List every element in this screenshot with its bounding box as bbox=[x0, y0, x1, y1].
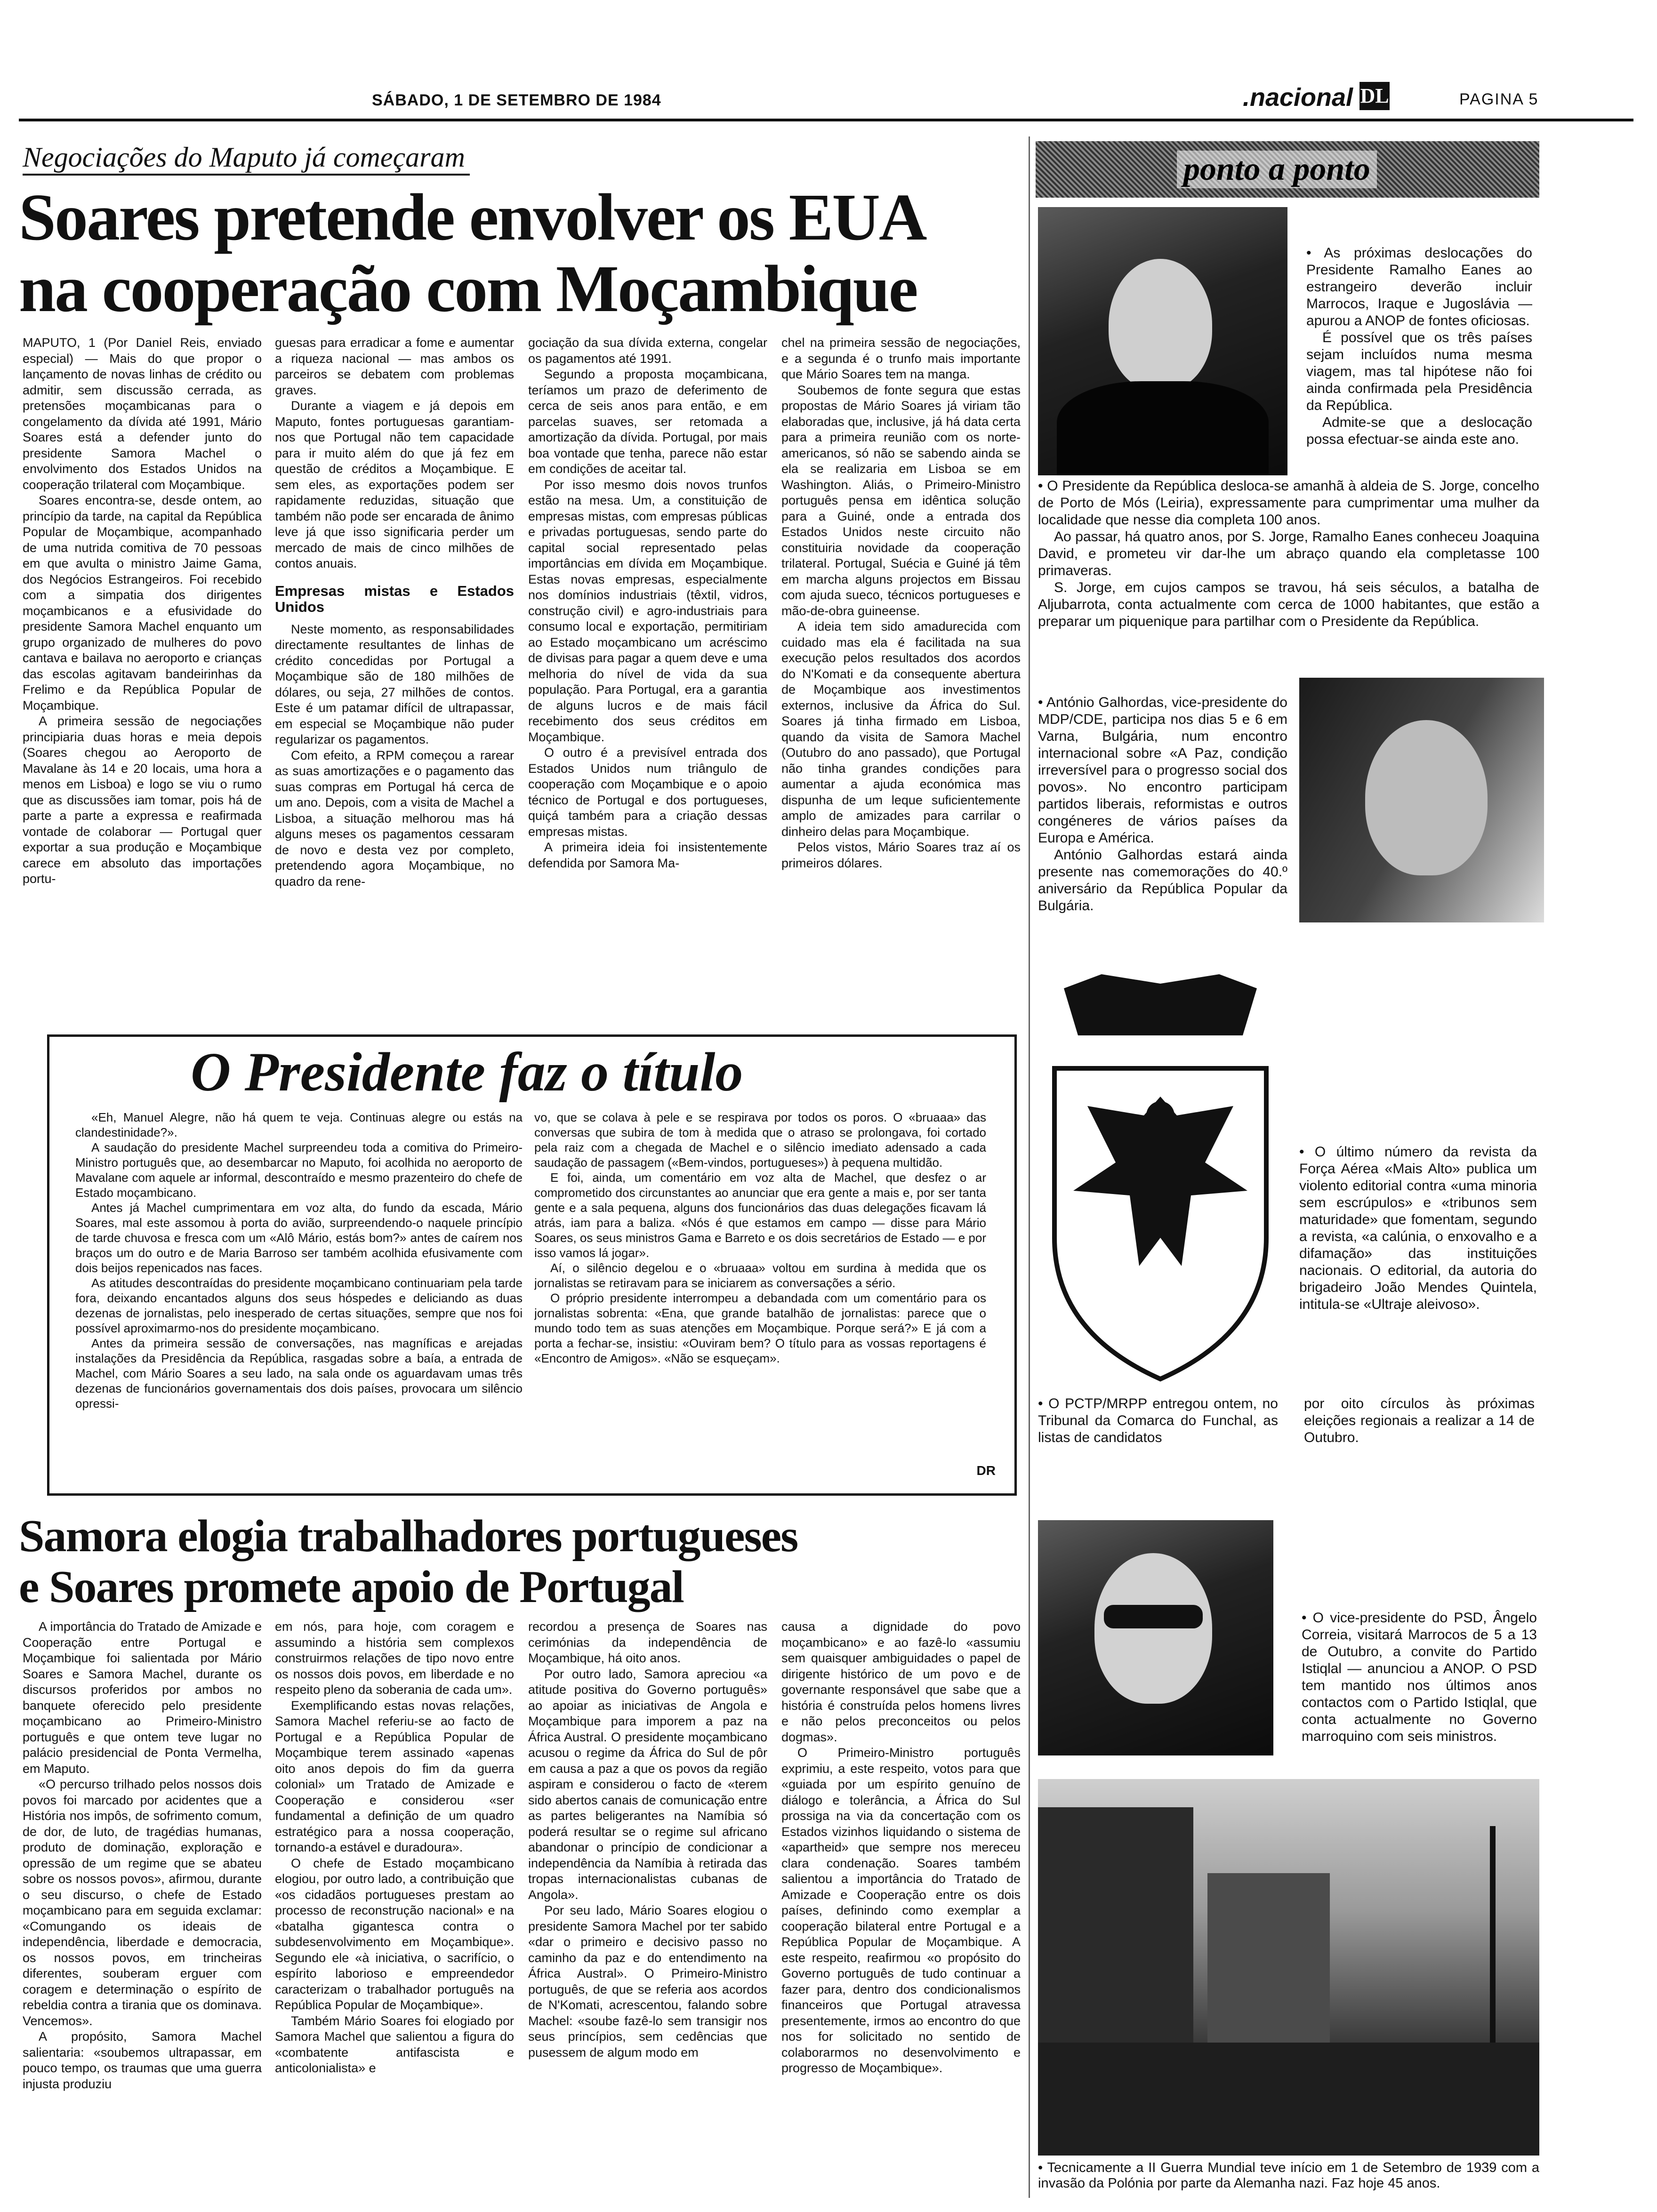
photo-war-ruins bbox=[1038, 1779, 1539, 2156]
eagle-emblem-icon bbox=[1036, 974, 1285, 1384]
paragraph: guesas para erradicar a fome e aumentar a riqueza nacional — mas ambos os parceiros se debatem com problemas graves. bbox=[275, 336, 514, 397]
paragraph: • As próximas deslocações do Presidente Ramalho Eanes ao estrangeiro deverão incluir Marrocos, Iraque e Jugoslávia — apurou a ANOP de fontes oficiosas. bbox=[1306, 245, 1532, 329]
box-column-1 bbox=[75, 1110, 523, 1486]
paragraph: Por isso mesmo dois novos trunfos estão na mesa. Um, a constituição de empresas mistas, com empresas públicas e privadas portuguesas, sendo parte do capital social representado pelas importâncias em dívida em Moçambique. Estas novas empresas, especialmente nos domínios industriais (têxtil, vidros, construção civil) e agro-industriais para consumo local e exportação, permitiriam ao Estado moçambicano um acréscimo de divisas para pagar a quem deve e uma melhoria do nível de vida da sua população. Para Portugal, era a garantia de alguns lucros e de mais fácil recebimento dos seus créditos em Moçambique. bbox=[528, 477, 767, 744]
header-rule bbox=[19, 119, 1633, 121]
box-title: O Presidente faz o título bbox=[191, 1041, 743, 1103]
paragraph: • O Presidente da República desloca-se amanhã à aldeia de S. Jorge, concelho de Porto de Mós (Leiria), expressamente para cumprimentar uma mulher da localidade que nesse dia completa 100 anos. bbox=[1038, 478, 1539, 528]
paragraph: A saudação do presidente Machel surpreendeu toda a comitiva do Primeiro-Ministro português que, ao desembarcar no Maputo, foi acolhida no aeroporto de Mavalane com aquele ar informal, descontraído e mesmo prazenteiro do chefe de Estado moçambicano. bbox=[75, 1140, 523, 1200]
page-number: PAGINA 5 bbox=[1459, 90, 1539, 108]
kicker: Negociações do Maputo já começaram bbox=[23, 141, 470, 176]
street-lamp bbox=[1490, 1826, 1496, 2071]
sidebar-box bbox=[47, 1034, 1017, 1496]
sidebar-item-1 bbox=[1306, 245, 1532, 471]
paragraph: Exemplificando estas novas relações, Samora Machel referiu-se ao facto de Portugal e a República Popular de Moçambique terem assinado «apenas oito anos depois do fim da guerra colonial» um Tratado de Amizade e Cooperação e considerou «ser fundamental a definição de um quadro estratégico para a nossa cooperação, tornando-a estável e duradoura». bbox=[275, 1698, 514, 1854]
newspaper-logo-icon: DL bbox=[1359, 82, 1390, 110]
paragraph: O outro é a previsível entrada dos Estados Unidos num triângulo de cooperação com Moçambique e o apoio técnico de Portugal e dos portugueses, quiçá também para a criação dessas empresas mistas. bbox=[528, 745, 767, 839]
paragraph: Antes já Machel cumprimentara em voz alta, do fundo da escada, Mário Soares, mal este assomou à porta do avião, surpreendendo-o naquele princípio de tarde chuvosa e fresca com um «Alô Mário, estás bom?» antes de caírem nos braços um do outro e de Maria Barroso ser também acolhida efusivamente com dois beijos repenicados nas faces. bbox=[75, 1201, 523, 1275]
paragraph: • O PCTP/MRPP entregou ontem, no Tribunal da Comarca do Funchal, as listas de candidatos bbox=[1038, 1396, 1278, 1445]
headline-2 bbox=[19, 1511, 1040, 1612]
portrait-face bbox=[1109, 259, 1212, 391]
paragraph: Também Mário Soares foi elogiado por Samora Machel que salientou a figura do «combatente antifascista e anticolonialista» e bbox=[275, 2013, 514, 2075]
paragraph: Admite-se que a deslocação possa efectuar-se ainda este ano. bbox=[1306, 415, 1532, 447]
article2-column-1 bbox=[23, 1619, 262, 2203]
photo-eanes bbox=[1038, 207, 1287, 475]
sidebar-item-5-right bbox=[1304, 1395, 1535, 1499]
paragraph: • Tecnicamente a II Guerra Mundial teve início em 1 de Setembro de 1939 com a invasão da Polónia por parte da Alemanha nazi. Faz hoje 45 anos. bbox=[1038, 2160, 1539, 2191]
paragraph: As atitudes descontraídas do presidente moçambicano continuariam pela tarde fora, deixando encantados alguns dos seus hóspedes e deliciando as duas dezenas de jornalistas, pelo inesperado de certas situações, sempre que nos foi possível aproximarmo-nos do presidente moçambicano. bbox=[75, 1276, 523, 1335]
paragraph: E foi, ainda, um comentário em voz alta de Machel, que desfez o ar comprometido dos circunstantes ao anunciar que era gente a mais e, por ser tanta gente e a sala pequena, alguns dos funcionários das duas delegações ficavam lá atrás, iam para a baliza. «Nós é que estamos em campo — disse para Mário Soares, os seus ministros Gama e Barreto e os dois secretários de Estado — e por isso vamos lá jogar». bbox=[534, 1170, 986, 1260]
paragraph: gociação da sua dívida externa, congelar os pagamentos até 1991. bbox=[528, 336, 767, 366]
paragraph: Pelos vistos, Mário Soares traz aí os primeiros dólares. bbox=[781, 840, 1021, 870]
paragraph: em nós, para hoje, com coragem e assumindo a história sem complexos construirmos relações de tipo novo entre os nossos dois povos, em liberdade e no respeito pleno da soberania de cada um». bbox=[275, 1619, 514, 1697]
photo-angelo-correia bbox=[1038, 1520, 1273, 1755]
article1-column-1 bbox=[23, 335, 262, 1027]
box-column-2 bbox=[534, 1110, 986, 1467]
paragraph: MAPUTO, 1 (Por Daniel Reis, enviado especial) — Mais do que propor o lançamento de novas linhas de crédito ou admitir, sem discussão cerrada, as pretensões moçambicanas para o congelamento da dívida até 1991, Mário Soares está a defender junto do presidente Samora Machel o envolvimento dos Estados Unidos na cooperação trilateral com Moçambique. bbox=[23, 336, 262, 492]
paragraph: Soubemos de fonte segura que estas propostas de Mário Soares já viriam tão elaboradas que, inclusive, já há data certa para a primeira reunião com os norte-americanos, só não se sabendo ainda se ela se realizaria em Lisboa se em Washington. Aliás, o Primeiro-Ministro português pensa em idêntica solução para a Guiné, onde a entrada dos Estados Unidos neste circuito não constituiria novidade da cooperação trilateral. Portugal, Suécia e Guiné já têm em marcha alguns projectos em Bissau com ajuda sueco, técnicos portugueses e mão-de-obra guineense. bbox=[781, 383, 1021, 618]
paragraph: • António Galhordas, vice-presidente do MDP/CDE, participa nos dias 5 e 6 em Varna, Bulgária, num encontro internacional sobre «A Paz, condição irreversível para o progresso social dos povos». No encontro participam partidos liberais, reformistas e outros congéneres de vários países da Europa e América. bbox=[1038, 695, 1287, 846]
paragraph: Ao passar, há quatro anos, por S. Jorge, Ramalho Eanes conheceu Joaquina David, e prometeu vir dar-lhe um abraço quando ela completasse 100 primaveras. bbox=[1038, 529, 1539, 578]
headline-2-line-1: Samora elogia trabalhadores portugueses bbox=[19, 1511, 798, 1562]
article2-column-4 bbox=[781, 1619, 1021, 2203]
paragraph: O chefe de Estado moçambicano elogiou, por outro lado, a contribuição que «os cidadãos portugueses prestam ao processo de reconstrução nacional» e na «batalha gigantesca contra o subdesenvolvimento em Moçambique». Segundo ele «à iniciativa, o sacrifício, o espírito laborioso e empreendedor caracterizam o trabalhador português na República Popular de Moçambique». bbox=[275, 1856, 514, 2012]
headline-1 bbox=[19, 181, 1040, 324]
article1-column-2 bbox=[275, 335, 514, 1027]
article2-column-3 bbox=[528, 1619, 767, 2203]
paragraph: chel na primeira sessão de negociações, e a segunda é o trunfo mais importante que Mário Soares tem na manga. bbox=[781, 336, 1021, 381]
photo-galhordas bbox=[1299, 678, 1544, 922]
portrait-face bbox=[1365, 720, 1488, 875]
article1-column-3 bbox=[528, 335, 767, 1027]
photo-credit: DR bbox=[976, 1463, 996, 1478]
paragraph: A ideia tem sido amadurecida com cuidado mas ela é facilitada na sua execução pelos resultados dos acordos do N'Komati e da consequente abertura de Moçambique aos investimentos externos, inclusive da África do Sul. Soares já tinha firmado em Lisboa, quando da visita de Samora Machel (Outubro do ano passado), que Portugal não tinha grandes condições para aumentar a ajuda económica mas dispunha de um leque suficientemente amplo de amizades para carrilar o dinheiro delas para Moçambique. bbox=[781, 619, 1021, 839]
paragraph: O Primeiro-Ministro português exprimiu, a este respeito, votos para que «guiada por um espírito genuíno de diálogo e tolerância, a África do Sul prossiga na via da concertação com os Estados vizinhos liquidando o sistema de «apartheid» que sempre nos mereceu clara condenação. Soares também salientou a importância do Tratado de Amizade e Cooperação entre os dois países, definindo como exemplar a cooperação bilateral entre Portugal e a República Popular de Moçambique. A este respeito, reafirmou «o propósito do Governo português de tudo continuar a fazer para, dentro dos condicionalismos financeiros que Portugal atravessa presentemente, irmos ao encontro do que nos for solicitado no sentido de colaborarmos no desenvolvimento e progresso de Moçambique». bbox=[781, 1746, 1021, 2075]
paragraph: António Galhordas estará ainda presente nas comemorações do 40.º aniversário da República Popular da Bulgária. bbox=[1038, 847, 1287, 914]
paragraph: Com efeito, a RPM começou a rarear as suas amortizações e o pagamento das suas compras em Portugal há cerca de um ano. Depois, com a visita de Machel a Lisboa, a situação melhorou mas há alguns meses os pagamentos cessaram de novo e desta vez por completo, pretendendo agora Moçambique, no quadro da rene- bbox=[275, 748, 514, 889]
paragraph: A primeira ideia foi insistentemente defendida por Samora Ma- bbox=[528, 840, 767, 870]
paragraph: A primeira sessão de negociações principiaria duas horas e meia depois (Soares chegou ao Aeroporto de Mavalane às 14 e 20 locais, uma hora a menos em Lisboa) e logo se viu o rumo que as discussões iam tomar, pois há de parte a parte a expressa e reafirmada vontade de colaborar — Portugal quer exportar a sua produção e Moçambique carece em absoluto das importações portu- bbox=[23, 714, 262, 886]
headline-2-line-2: e Soares promete apoio de Portugal bbox=[19, 1562, 684, 1612]
headline-1-line-2: na cooperação com Moçambique bbox=[19, 251, 917, 326]
ruined-building bbox=[1038, 1807, 1193, 2071]
sidebar-item-4 bbox=[1299, 1144, 1537, 1388]
paragraph: • O último número da revista da Força Aérea «Mais Alto» publica um violento editorial contra «uma minoria sem escrúpulos» e «tribunos sem maturidade» que fomentam, segundo a revista, «a calúnia, o enxovalho e a difamação» das instituições nacionais. O editorial, da autoria do brigadeiro João Mendes Quintela, intitula-se «Ultraje aleivoso». bbox=[1299, 1144, 1537, 1312]
paragraph: • O vice-presidente do PSD, Ângelo Correia, visitará Marrocos de 5 a 13 de Outubro, a convite do Partido Istiqlal — anunciou a ANOP. O PSD tem mantido nos últimos anos contactos com o Partido Istiqlal, que conta actualmente no Governo marroquino com seis ministros. bbox=[1302, 1610, 1537, 1744]
portrait-glasses bbox=[1104, 1605, 1203, 1628]
article1-column-4 bbox=[781, 335, 1021, 1027]
paragraph: Por seu lado, Mário Soares elogiou o presidente Samora Machel por ter sabido «dar o primeiro e decisivo passo no caminho da paz e do entendimento na África Austral». O Primeiro-Ministro português, de que se referia aos acordos de N'Komati, acrescentou, falando sobre Machel: «soube fazê-lo sem transigir nos seus princípios, sem cedências que pusessem de algum modo em bbox=[528, 1903, 767, 2060]
paragraph: «Eh, Manuel Alegre, não há quem te veja. Continuas alegre ou estás na clandestinidade?». bbox=[75, 1110, 523, 1139]
paragraph: A importância do Tratado de Amizade e Cooperação entre Portugal e Moçambique foi salientada por Mário Soares e Samora Machel, durante os discursos proferidos por ambos no banquete oferecido pelo presidente moçambicano ao Primeiro-Ministro português e que ontem teve lugar no palácio presidencial de Ponta Vermelha, em Maputo. bbox=[23, 1619, 262, 1776]
issue-date: SÁBADO, 1 DE SETEMBRO DE 1984 bbox=[372, 91, 661, 109]
paragraph: É possível que os três países sejam incluídos numa mesma viagem, mas tal hipótese não foi ainda confirmada pela Presidência da República. bbox=[1306, 330, 1532, 413]
page-header bbox=[0, 80, 1657, 118]
sidebar-item-3 bbox=[1038, 694, 1287, 948]
paragraph: Durante a viagem e já depois em Maputo, fontes portuguesas garantiam-nos que Portugal não tem capacidade para ir muito além do que já fez em questão de créditos a Moçambique. E sem eles, as exportações podem ser rapidamente reduzidas, situação que também não pode ser encarada de ânimo leve já que isso significaria perder um mercado de mais de cinco milhões de contos anuais. bbox=[275, 399, 514, 570]
banner-label: ponto a ponto bbox=[1177, 151, 1377, 188]
sidebar-item-6 bbox=[1302, 1610, 1537, 1765]
subheading: Empresas mistas e Estados Unidos bbox=[275, 582, 514, 615]
portrait-face bbox=[1094, 1553, 1212, 1704]
ponto-a-ponto-banner bbox=[1036, 141, 1539, 198]
paragraph: Segundo a proposta moçambicana, teríamos um prazo de deferimento de cerca de seis anos para então, e em parcelas suaves, ser retomada a amortização da dívida. Portugal, por mais boa vontade que tenha, parece não estar em condições de aceitar tal. bbox=[528, 367, 767, 476]
photo-caption bbox=[1038, 2160, 1539, 2207]
paragraph: Aí, o silêncio degelou e o «bruaaa» voltou em surdina à medida que os jornalistas se retiravam para se iniciarem as conversações a sério. bbox=[534, 1261, 986, 1290]
paragraph: causa a dignidade do povo moçambicano» e ao fazê-lo «assumiu sem quaisquer ambiguidades o papel de dirigente histórico de um povo e de governante responsável que sabe que a história é construída pelos homens livres e não pelos preconceitos ou pelos dogmas». bbox=[781, 1619, 1021, 1744]
headline-1-line-1: Soares pretende envolver os EUA bbox=[19, 180, 926, 254]
paragraph: S. Jorge, em cujos campos se travou, há seis séculos, a batalha de Aljubarrota, conta actualmente com cerca de 1000 habitantes, que estão a preparar um piquenique para partilhar com o Presidente da República. bbox=[1038, 580, 1539, 629]
paragraph: A propósito, Samora Machel salientaria: «soubemos ultrapassar, em pouco tempo, os traumas que uma guerra injusta produziu bbox=[23, 2029, 262, 2091]
sidebar-divider bbox=[1029, 136, 1030, 2198]
section-name: .nacional bbox=[1243, 83, 1353, 112]
paragraph: «O percurso trilhado pelos nossos dois povos foi marcado por acidentes que a História nos impôs, de sofrimento comum, de dor, de luto, de tragédias humanas, produto de dominação, exploração e opressão de um regime que se abateu sobre os nossos povos», afirmou, durante o seu discurso, o chefe de Estado moçambicano para em seguida exclamar: «Comungando os ideais de independência, liberdade e democracia, os nossos povos, em trincheiras diferentes, souberam erguer com coragem e determinação o espírito de rebeldia contra a tirania que os dominava. Vencemos». bbox=[23, 1777, 262, 2028]
paragraph: Por outro lado, Samora apreciou «a atitude positiva do Governo português» ao apoiar as iniciativas de Angola e Moçambique para imporem a paz na África Austral. O presidente moçambicano acusou o regime da África do Sul de pôr em causa a paz a que os povos da região aspiram e considerou o facto de «terem sido abertos canais de comunicação entre as partes beligerantes na Namíbia só poderá resultar se o regime sul africano abandonar o princípio de condicionar a independência da Namíbia à retirada das tropas internacionalistas cubanas de Angola». bbox=[528, 1667, 767, 1902]
sidebar-item-2 bbox=[1038, 478, 1539, 647]
paragraph: O próprio presidente interrompeu a debandada com um comentário para os jornalistas sobrenta: «Ena, que grande batalhão de jornalistas: parece que o mundo todo tem as suas atenções em Moçambique. Porque será?» E já com a porta a fechar-se, insistiu: «Ouviram bem? O título para as vossas reportagens é «Encontro de Amigos». «Não se esqueçam». bbox=[534, 1291, 986, 1365]
article2-column-2 bbox=[275, 1619, 514, 2203]
paragraph: por oito círculos às próximas eleições regionais a realizar a 14 de Outubro. bbox=[1304, 1396, 1535, 1445]
paragraph: Neste momento, as responsabilidades directamente resultantes de linhas de crédito concedidas por Portugal a Moçambique são de 180 milhões de dólares, ou seja, 27 milhões de contos. Este é um patamar difícil de ultrapassar, em especial se Moçambique não puder regularizar os pagamentos. bbox=[275, 622, 514, 746]
paragraph: Soares encontra-se, desde ontem, ao princípio da tarde, na capital da República Popular de Moçambique, acompanhado de uma nutrida comitiva de 70 pessoas em que avulta o ministro Jaime Gama, dos Negócios Estrangeiros. Foi recebido com a simpatia dos dirigentes moçambicanos e a efusividade do presidente Samora Machel enquanto um grupo organizado de mulheres do povo cantava e bailava no aeroporto e crianças das escolas agitavam bandeirinhas da Frelimo e da República Popular de Moçambique. bbox=[23, 493, 262, 713]
rubble bbox=[1038, 2043, 1539, 2156]
ruined-building bbox=[1207, 1873, 1330, 2071]
portrait-suit bbox=[1057, 381, 1269, 475]
sidebar-item-5-left bbox=[1038, 1395, 1278, 1499]
paragraph: vo, que se colava à pele e se respirava por todos os poros. O «bruaaa» das conversas que subira de tom à medida que o atraso se prolongava, foi cortado pela raiz com a chegada de Machel e o silêncio imediato adensado a cada saudação de passagem («Bem-vindos, portugueses») à pequena multidão. bbox=[534, 1110, 986, 1170]
paragraph: Antes da primeira sessão de conversações, nas magníficas e arejadas instalações da Presidência da República, rasgadas sobre a baía, a entrada de Machel, com Mário Soares a seu lado, na sala onde os aguardavam umas três dezenas de funcionários governamentais dos dois países, provocara um silêncio opressi- bbox=[75, 1336, 523, 1411]
paragraph: recordou a presença de Soares nas cerimónias da independência de Moçambique, há oito anos. bbox=[528, 1619, 767, 1665]
